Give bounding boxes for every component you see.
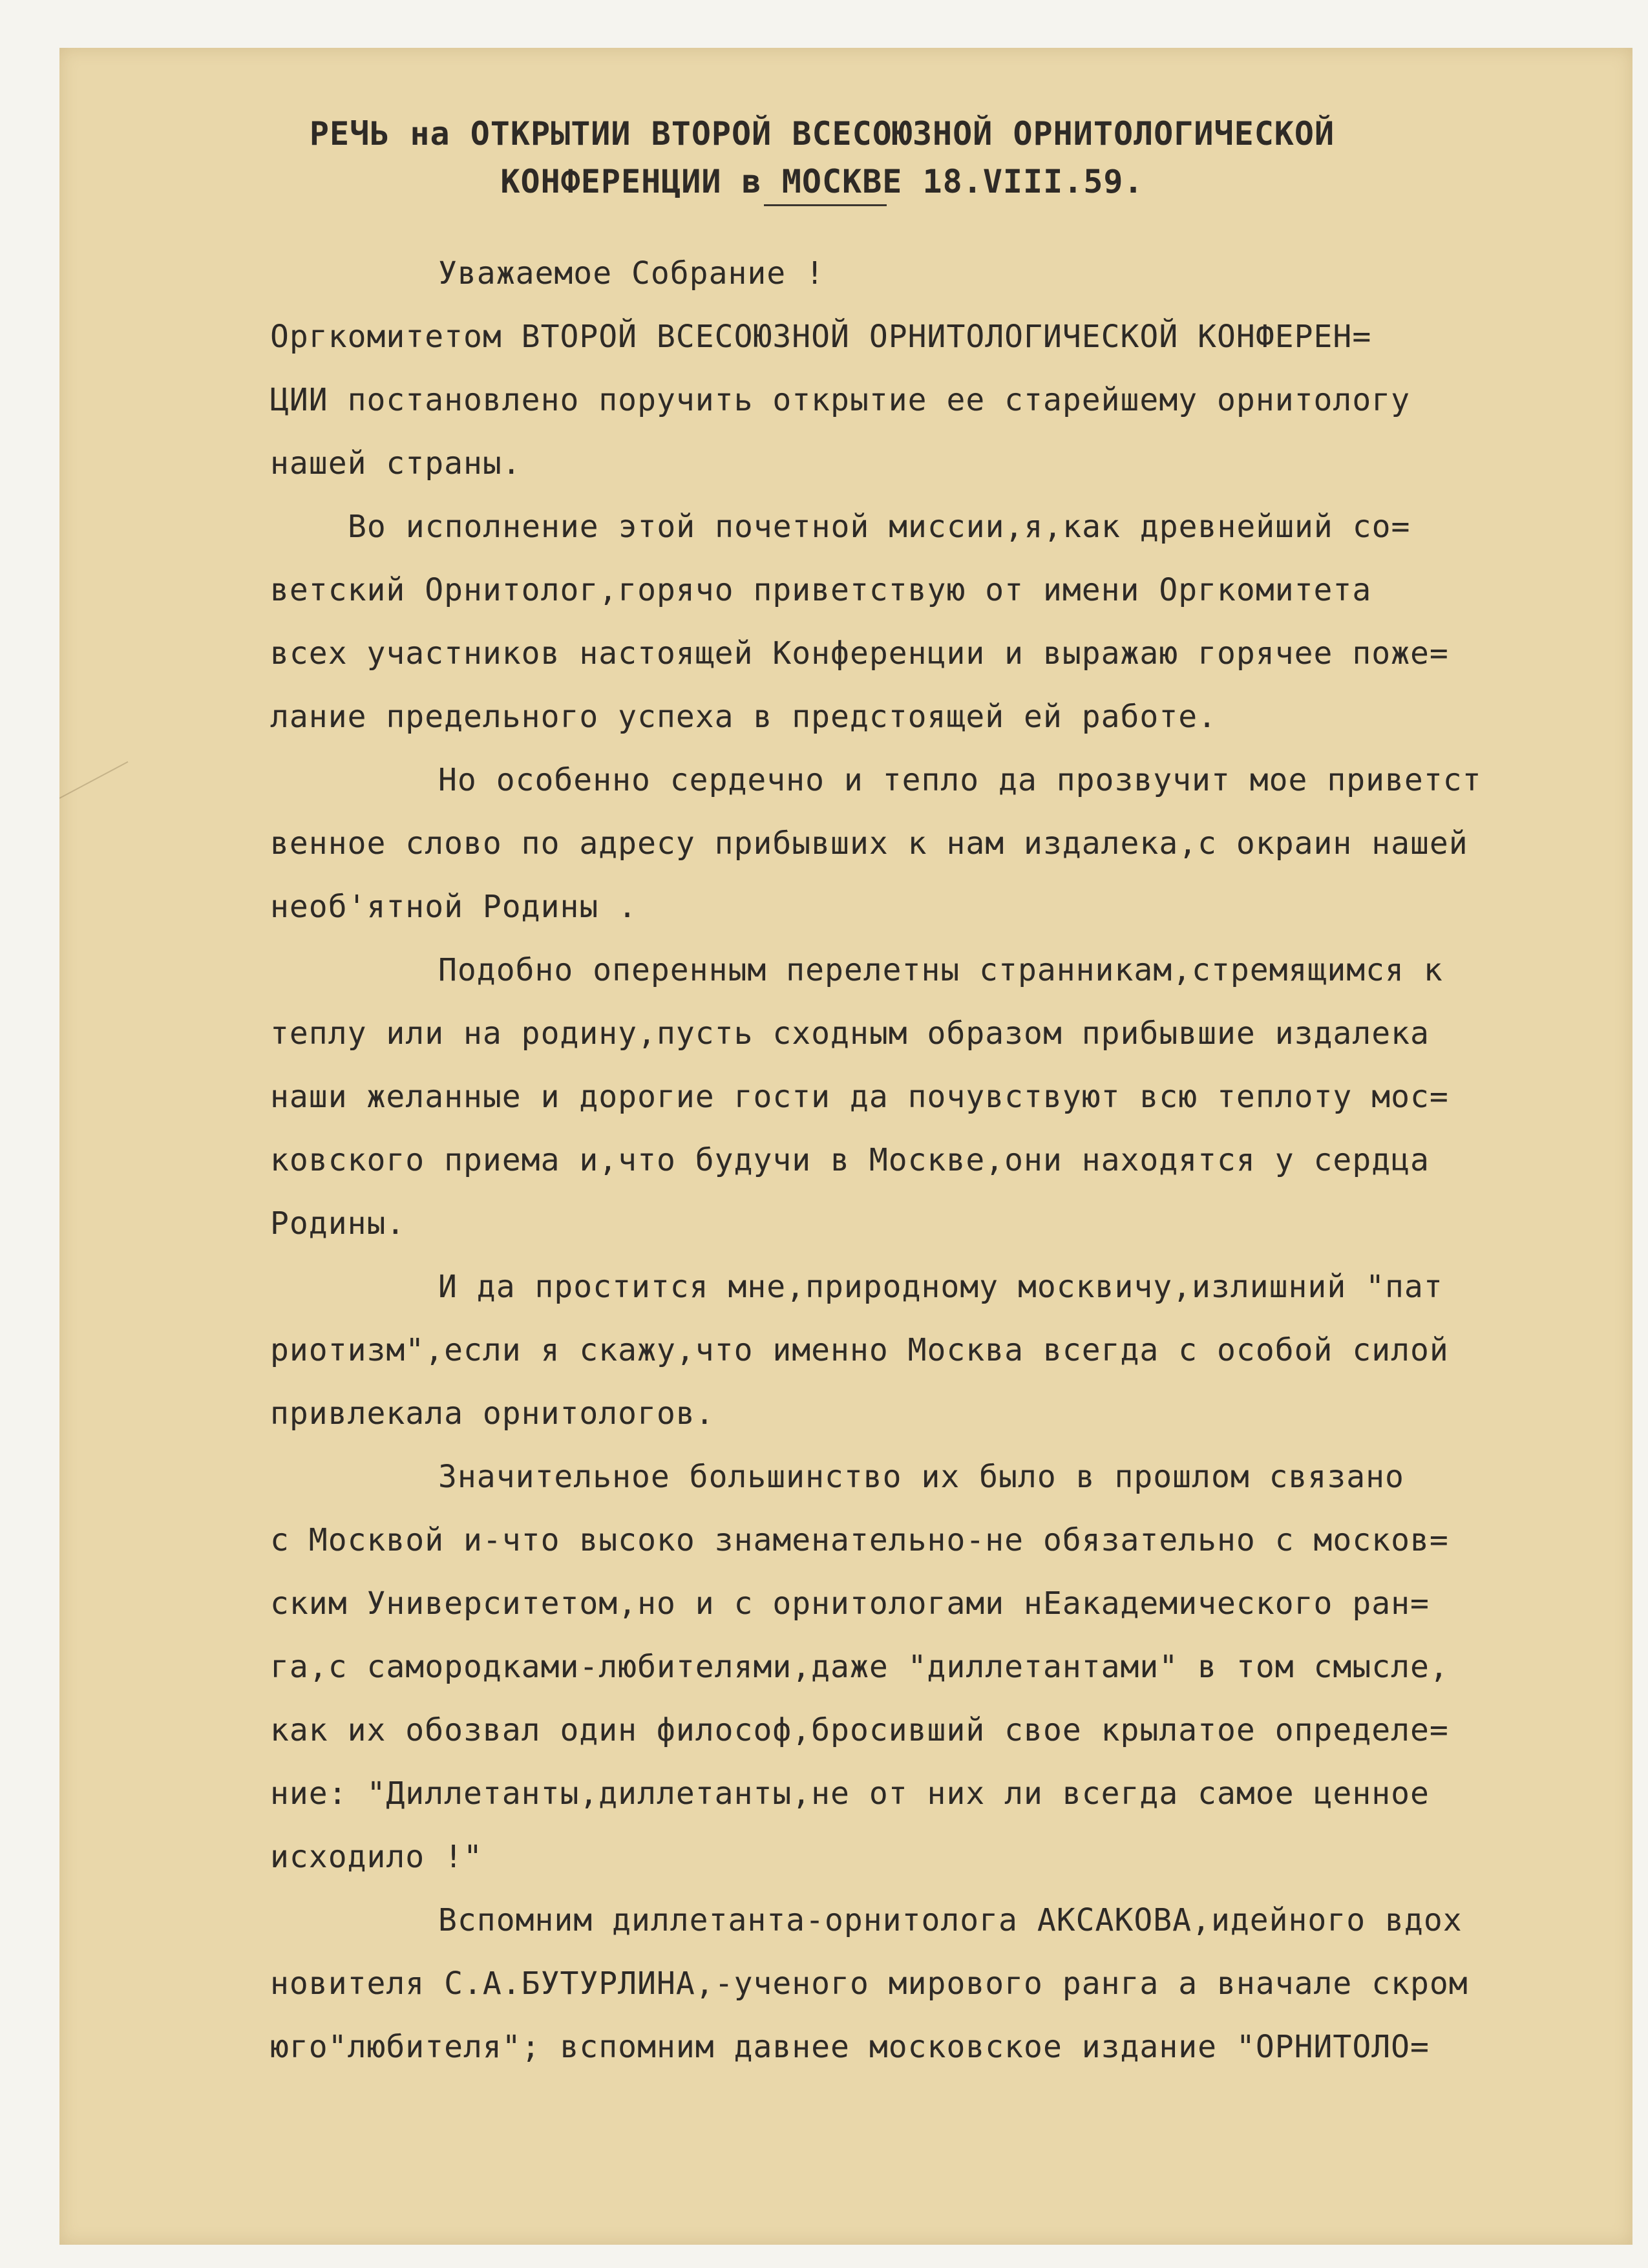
text-line: наши желанные и дорогие гости да почувствуют всю теплоту мос= — [270, 1079, 1449, 1115]
text-line: юго"любителя"; вспомним давнее московское издание "ОРНИТОЛО= — [270, 2029, 1430, 2065]
text-line: венное слово по адресу прибывших к нам издалека,с окраин нашей — [270, 825, 1468, 862]
text-line: Родины. — [270, 1205, 406, 1242]
text-line: теплу или на родину,пусть сходным образом прибывшие издалека — [270, 1015, 1430, 1052]
text-line: Но особенно сердечно и тепло да прозвучит мое приветст — [438, 762, 1482, 798]
text-line: Вспомним диллетанта-орнитолога АКСАКОВА,идейного вдох — [438, 1902, 1463, 1938]
text-line: необ'ятной Родины . — [270, 889, 638, 925]
text-line: ковского приема и,что будучи в Москве,они находятся у сердца — [270, 1142, 1430, 1178]
title-line-2: КОНФЕРЕНЦИИ в МОСКВЕ 18.VIII.59. — [500, 163, 1144, 200]
text-line: Оргкомитетом ВТОРОЙ ВСЕСОЮЗНОЙ ОРНИТОЛОГИЧЕСКОЙ КОНФЕРЕН= — [270, 319, 1372, 355]
speech-body — [270, 242, 1632, 2079]
text-line: всех участников настоящей Конференции и выражаю горячее поже= — [270, 635, 1449, 672]
text-line: Подобно оперенным перелетны странникам,стремящимся к — [438, 952, 1443, 988]
speech-title — [176, 110, 1468, 206]
paper-fold-mark — [59, 761, 128, 799]
text-line: новителя С.А.БУТУРЛИНА,-ученого мирового ранга а вначале скром — [270, 1966, 1468, 2002]
text-line: ние: "Диллетанты,диллетанты,не от них ли всегда самое ценное — [270, 1775, 1430, 1812]
greeting-line: Уважаемое Собрание ! — [438, 255, 825, 291]
title-line-1: РЕЧЬ на ОТКРЫТИИ ВТОРОЙ ВСЕСОЮЗНОЙ ОРНИТОЛОГИЧЕСКОЙ — [309, 115, 1335, 153]
text-line: как их обозвал один философ,бросивший свое крылатое определе= — [270, 1712, 1449, 1748]
text-line: привлекала орнитологов. — [270, 1395, 715, 1432]
text-line: ЦИИ постановлено поручить открытие ее старейшему орнитологу — [270, 382, 1411, 418]
text-line: И да простится мне,природному москвичу,излишний "пат — [438, 1269, 1443, 1305]
text-line: га,с самородками-любителями,даже "диллетантами" в том смысле, — [270, 1649, 1449, 1685]
text-line: ветский Орнитолог,горячо приветствую от имени Оргкомитета — [270, 572, 1372, 608]
text-line: нашей страны. — [270, 445, 522, 482]
text-line: с Москвой и-что высоко знаменательно-не обязательно с москов= — [270, 1522, 1449, 1558]
text-line: Во исполнение этой почетной миссии,я,как древнейший со= — [348, 509, 1411, 545]
text-line: риотизм",если я скажу,что именно Москва всегда с особой силой — [270, 1332, 1449, 1368]
title-separator-rule — [764, 204, 887, 206]
text-line: лание предельного успеха в предстоящей ей работе. — [270, 699, 1218, 735]
typewritten-page — [59, 48, 1632, 2245]
text-line: ским Университетом,но и с орнитологами нЕакадемического ран= — [270, 1585, 1430, 1622]
text-line: Значительное большинство их было в прошлом связано — [438, 1459, 1404, 1495]
text-line: исходило !" — [270, 1839, 483, 1875]
